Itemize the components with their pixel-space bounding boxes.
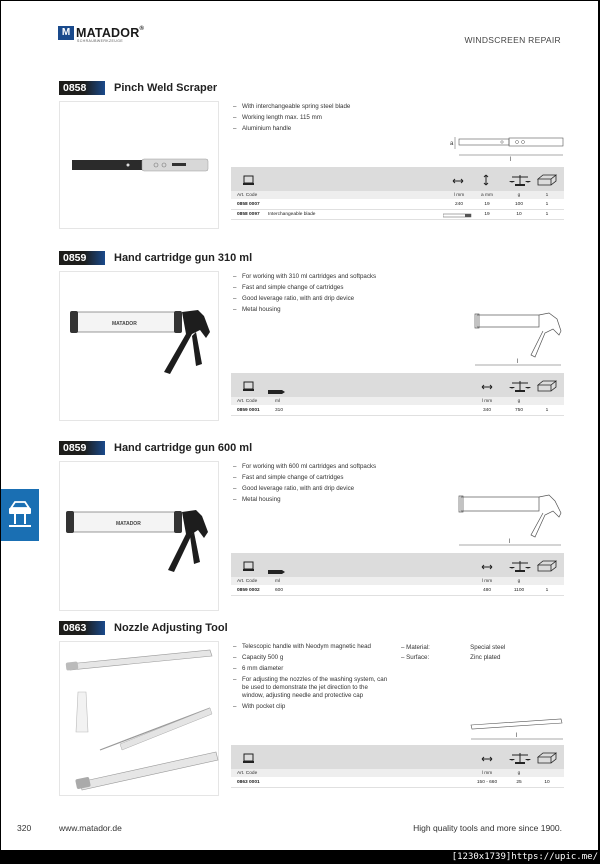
article-table	[231, 373, 564, 416]
category-title: WINDSCREEN REPAIR	[464, 35, 561, 45]
gun-dimension-drawing	[469, 309, 565, 369]
product-image-scraper	[59, 101, 219, 229]
feature-item: – For adjusting the nozzles of the washing system, can be used to demonstrate the jet direction to the window, adjusting needle and protective cap	[231, 676, 391, 700]
article-table	[231, 553, 564, 596]
section-title: Hand cartridge gun 600 ml	[114, 442, 253, 454]
section-title: Nozzle Adjusting Tool	[114, 622, 228, 634]
catalog-page	[1, 1, 598, 850]
length-arrow-icon	[452, 173, 464, 191]
scale-icon	[509, 379, 531, 397]
table-icon-row	[231, 745, 564, 769]
table-icon-row	[231, 553, 564, 577]
scraper-dimension-drawing	[449, 133, 565, 163]
length-arrow-icon	[481, 751, 493, 769]
feature-item: – With interchangeable spring steel blade	[231, 103, 350, 111]
feature-item: – For working with 310 ml cartridges and softpacks	[231, 273, 376, 281]
scale-icon	[509, 173, 531, 191]
table-icon-row	[231, 167, 564, 191]
article-code-badge: 0859	[59, 251, 105, 265]
scale-icon	[509, 751, 531, 769]
svg-text:MATADOR: MATADOR	[116, 521, 141, 527]
website-link[interactable]: www.matador.de	[59, 823, 122, 833]
dim-label-l: l	[509, 539, 511, 545]
cartridge-gun-illustration	[60, 272, 220, 422]
feature-item: – Telescopic handle with Neodym magnetic head	[231, 643, 391, 651]
gun-dimension-drawing	[455, 487, 565, 549]
section-cartridge-gun-600	[59, 441, 564, 616]
feature-list	[231, 463, 376, 507]
table-header: Art. Code l mm g	[231, 769, 564, 778]
section-cartridge-gun-310	[59, 251, 564, 426]
registered-mark: ®	[139, 25, 145, 32]
feature-list	[231, 103, 350, 136]
feature-list	[231, 273, 376, 317]
product-icon	[243, 379, 255, 397]
section-title: Pinch Weld Scraper	[114, 82, 218, 94]
article-table	[231, 167, 564, 220]
tool-dimension-drawing	[469, 717, 565, 743]
table-icon-row	[231, 373, 564, 397]
table-row: 0859 0002 600 480 1100 1	[231, 586, 564, 596]
feature-list	[231, 643, 391, 714]
feature-item: – Fast and simple change of cartridges	[231, 284, 376, 292]
material-properties	[401, 643, 505, 663]
dim-label-l: l	[517, 359, 519, 365]
feature-item: – Good leverage ratio, with anti drip device	[231, 295, 376, 303]
length-arrow-icon	[481, 379, 493, 397]
package-icon	[537, 751, 557, 769]
blade-icon	[443, 213, 473, 218]
section-pinch-weld-scraper	[59, 81, 564, 231]
table-row: 0859 0001 310 340 750 1	[231, 406, 564, 416]
watermark-text: [1230x1739]https://upic.me/	[451, 852, 598, 862]
product-icon	[243, 559, 255, 577]
dim-label-l: l	[510, 157, 512, 163]
nozzle-tool-illustration	[60, 642, 220, 797]
property-row: – Surface: Zinc plated	[401, 654, 501, 661]
table-row: 0858 0097 Interchangeable blade 19 10 1	[231, 210, 564, 220]
category-side-tab[interactable]	[1, 489, 39, 541]
feature-item: – For working with 600 ml cartridges and softpacks	[231, 463, 376, 471]
feature-item: – Good leverage ratio, with anti drip device	[231, 485, 376, 493]
feature-item: – Working length max. 115 mm	[231, 114, 350, 122]
table-header: Art. Code l mm a mm g 1	[231, 191, 564, 200]
article-code-badge: 0858	[59, 81, 105, 95]
cartridge-gun-illustration	[60, 462, 220, 612]
feature-item: – Metal housing	[231, 306, 376, 314]
product-image-gun-310	[59, 271, 219, 421]
product-icon	[243, 751, 255, 769]
table-row: 0863 0001 150 - 660 25 10	[231, 778, 564, 788]
table-header: Art. Code ml l mm g	[231, 577, 564, 586]
table-header: Art. Code ml l mm g	[231, 397, 564, 406]
section-title: Hand cartridge gun 310 ml	[114, 252, 253, 264]
length-arrow-icon	[481, 559, 493, 577]
matador-logo[interactable]	[58, 25, 145, 43]
logo-mark: M	[58, 26, 74, 40]
product-image-nozzle-tool	[59, 641, 219, 796]
brand-name: MATADOR	[76, 25, 140, 40]
table-row: 0858 0007 240 19 100 1	[231, 200, 564, 210]
scraper-illustration	[60, 102, 220, 230]
scale-icon	[509, 559, 531, 577]
feature-item: – Fast and simple change of cartridges	[231, 474, 376, 482]
property-row: – Material: Special steel	[401, 644, 506, 651]
product-icon	[243, 173, 255, 191]
footer-slogan: High quality tools and more since 1900.	[413, 823, 562, 833]
dim-label-a: a	[450, 141, 454, 147]
page-number: 320	[17, 823, 32, 833]
feature-item: – Aluminium handle	[231, 125, 350, 133]
brand-tagline: SCHRAUBWERKZEUGE	[77, 39, 124, 43]
article-table	[231, 745, 564, 788]
section-nozzle-adjusting-tool	[59, 621, 564, 801]
package-icon	[537, 559, 557, 577]
package-icon	[537, 173, 557, 191]
product-image-gun-600	[59, 461, 219, 611]
package-icon	[537, 379, 557, 397]
dim-label-l: l	[516, 733, 518, 739]
svg-text:MATADOR: MATADOR	[112, 321, 137, 327]
article-code-badge: 0863	[59, 621, 105, 635]
article-code-badge: 0859	[59, 441, 105, 455]
feature-item: – 6 mm diameter	[231, 665, 391, 673]
feature-item: – Capacity 500 g	[231, 654, 391, 662]
feature-item: – Metal housing	[231, 496, 376, 504]
height-arrow-icon	[482, 173, 490, 191]
feature-item: – With pocket clip	[231, 703, 391, 711]
car-lift-icon	[7, 500, 33, 530]
